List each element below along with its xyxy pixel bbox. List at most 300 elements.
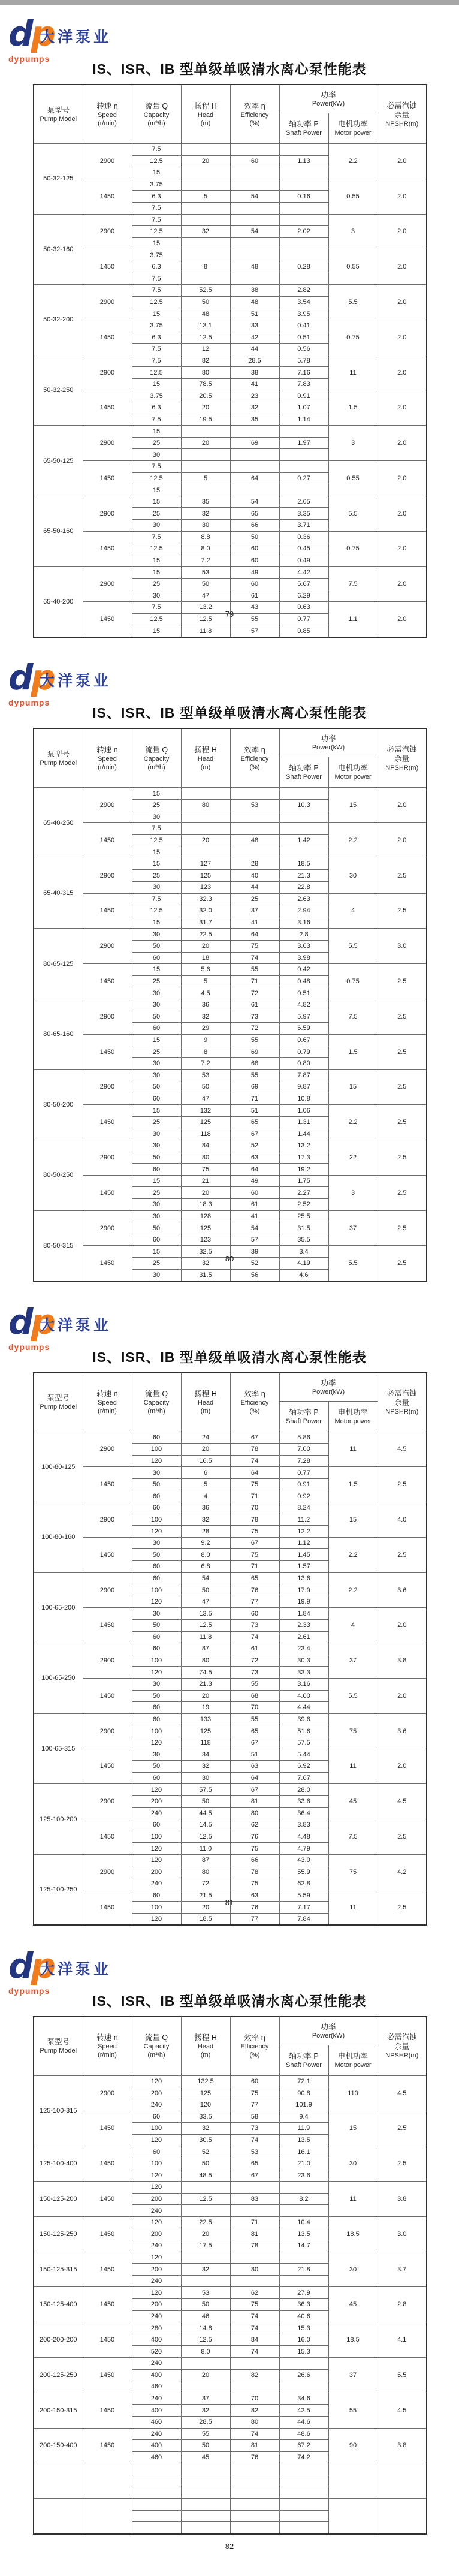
capacity-cell: 200 xyxy=(132,2228,181,2240)
header-en: Capacity xyxy=(143,755,170,763)
efficiency-cell xyxy=(230,237,279,249)
header-unit: (m³/h) xyxy=(147,1408,165,1415)
head-cell: 7.2 xyxy=(181,555,230,567)
head-cell xyxy=(181,2522,230,2534)
head-cell: 5 xyxy=(181,191,230,203)
capacity-cell: 100 xyxy=(132,1902,181,1914)
shaft-power-cell: 2.8 xyxy=(279,929,328,941)
shaft-power-cell xyxy=(279,144,328,156)
table-row xyxy=(34,2322,427,2334)
head-cell: 20 xyxy=(181,1902,230,1914)
shaft-power-cell: 35.5 xyxy=(279,1234,328,1246)
header-en: Efficiency xyxy=(240,111,269,119)
head-cell xyxy=(181,249,230,261)
pump-model-cell: 100-65-250 xyxy=(34,1643,83,1714)
shaft-power-cell xyxy=(279,2182,328,2194)
efficiency-cell: 69 xyxy=(230,1081,279,1093)
capacity-cell: 12.5 xyxy=(132,543,181,555)
efficiency-cell: 25 xyxy=(230,893,279,905)
head-cell: 20 xyxy=(181,940,230,952)
speed-cell: 1450 xyxy=(83,2322,132,2358)
head-cell: 52 xyxy=(181,2146,230,2158)
motor-power-cell: 0.75 xyxy=(328,531,378,567)
npsh-cell: 2.0 xyxy=(378,567,427,602)
efficiency-cell: 74 xyxy=(230,1631,279,1643)
efficiency-cell: 41 xyxy=(230,917,279,929)
efficiency-cell: 76 xyxy=(230,1831,279,1843)
shaft-power-cell: 0.63 xyxy=(279,602,328,614)
shaft-power-cell xyxy=(279,426,328,438)
npsh-cell: 2.5 xyxy=(378,858,427,893)
header-en: Speed xyxy=(98,2043,117,2051)
header-en: Motor power xyxy=(334,129,372,137)
efficiency-cell xyxy=(230,484,279,496)
col-header-head xyxy=(181,2017,230,2076)
head-cell: 12.5 xyxy=(181,1620,230,1632)
capacity-cell: 120 xyxy=(132,2287,181,2299)
head-cell xyxy=(181,202,230,214)
speed-cell: 1450 xyxy=(83,1537,132,1572)
table-row xyxy=(34,1749,427,1761)
shaft-power-cell: 0.41 xyxy=(279,320,328,332)
page-number: 79 xyxy=(225,610,234,619)
capacity-cell: 520 xyxy=(132,2346,181,2358)
header-cn: 功率 xyxy=(321,1378,336,1387)
head-cell: 13.5 xyxy=(181,1608,230,1620)
col-header-pump-model xyxy=(34,1373,83,1432)
shaft-power-cell: 15.3 xyxy=(279,2322,328,2334)
table-row xyxy=(34,1069,427,1081)
motor-power-cell: 1.5 xyxy=(328,1467,378,1502)
shaft-power-cell: 18.5 xyxy=(279,858,328,870)
shaft-power-cell: 1.06 xyxy=(279,1105,328,1117)
efficiency-cell: 49 xyxy=(230,1175,279,1187)
head-cell: 20 xyxy=(181,437,230,449)
head-cell: 118 xyxy=(181,1737,230,1749)
header-en: Power(kW) xyxy=(312,1388,345,1396)
head-cell: 35 xyxy=(181,496,230,508)
shaft-power-cell: 10.3 xyxy=(279,799,328,811)
shaft-power-cell: 0.80 xyxy=(279,1057,328,1069)
capacity-cell: 15 xyxy=(132,237,181,249)
head-cell: 32 xyxy=(181,1514,230,1526)
shaft-power-cell: 21.8 xyxy=(279,2264,328,2276)
efficiency-cell: 81 xyxy=(230,2228,279,2240)
shaft-power-cell xyxy=(279,788,328,800)
head-cell: 82 xyxy=(181,355,230,367)
table-row xyxy=(34,929,427,941)
capacity-cell: 120 xyxy=(132,1526,181,1538)
head-cell: 50 xyxy=(181,2440,230,2452)
shaft-power-cell: 5.86 xyxy=(279,1432,328,1444)
shaft-power-cell: 26.6 xyxy=(279,2369,328,2381)
motor-power-cell: 15 xyxy=(328,1502,378,1538)
efficiency-cell: 82 xyxy=(230,2369,279,2381)
head-cell: 125 xyxy=(181,1116,230,1128)
head-cell: 30 xyxy=(181,1772,230,1784)
brand-name-cn: 大洋泵业 xyxy=(40,29,112,46)
efficiency-cell: 55 xyxy=(230,1713,279,1725)
npsh-cell: 2.0 xyxy=(378,214,427,249)
shaft-power-cell xyxy=(279,167,328,179)
capacity-cell: 200 xyxy=(132,2264,181,2276)
head-cell: 14.8 xyxy=(181,2322,230,2334)
npsh-cell: 2.0 xyxy=(378,249,427,285)
pump-model-cell: 80-65-160 xyxy=(34,999,83,1069)
motor-power-cell: 15 xyxy=(328,788,378,823)
head-cell: 128 xyxy=(181,1210,230,1222)
speed-cell: 1450 xyxy=(83,1608,132,1643)
shaft-power-cell: 5.67 xyxy=(279,578,328,590)
efficiency-cell xyxy=(230,214,279,226)
shaft-power-cell: 36.4 xyxy=(279,1807,328,1819)
speed-cell: 1450 xyxy=(83,2111,132,2146)
motor-power-cell: 7.5 xyxy=(328,567,378,602)
npsh-cell: 4.5 xyxy=(378,1432,427,1467)
capacity-cell: 7.5 xyxy=(132,344,181,355)
shaft-power-cell xyxy=(279,2205,328,2217)
capacity-cell: 460 xyxy=(132,2451,181,2463)
table-row xyxy=(34,2111,427,2123)
npsh-cell: 2.0 xyxy=(378,1608,427,1643)
page-number: 80 xyxy=(225,1254,234,1263)
table-row xyxy=(34,2075,427,2087)
shaft-power-cell: 57.5 xyxy=(279,1737,328,1749)
table-row xyxy=(34,788,427,800)
efficiency-cell: 60 xyxy=(230,543,279,555)
npsh-cell: 2.5 xyxy=(378,1246,427,1281)
shaft-power-cell: 2.63 xyxy=(279,893,328,905)
capacity-cell: 7.5 xyxy=(132,202,181,214)
header-en: Pump Model xyxy=(40,759,77,767)
capacity-cell: 120 xyxy=(132,2170,181,2182)
shaft-power-cell: 5.78 xyxy=(279,355,328,367)
speed-cell: 1450 xyxy=(83,1246,132,1281)
header-unit: (m) xyxy=(200,2051,211,2059)
head-cell: 21.3 xyxy=(181,1678,230,1690)
motor-power-cell: 45 xyxy=(328,2287,378,2322)
shaft-power-cell: 13.2 xyxy=(279,1140,328,1152)
head-cell: 32 xyxy=(181,2405,230,2417)
head-cell: 48 xyxy=(181,308,230,320)
head-cell: 8 xyxy=(181,1046,230,1058)
header-row-1 xyxy=(34,85,427,113)
speed-cell: 1450 xyxy=(83,1105,132,1140)
efficiency-cell: 38 xyxy=(230,367,279,379)
motor-power-cell: 37 xyxy=(328,1210,378,1246)
capacity-cell: 100 xyxy=(132,1655,181,1667)
header-cn: 轴功率 P xyxy=(289,764,319,773)
capacity-cell: 280 xyxy=(132,2322,181,2334)
shaft-power-cell: 90.8 xyxy=(279,2087,328,2099)
npsh-cell: 2.5 xyxy=(378,1890,427,1925)
pump-model-cell: 50-32-200 xyxy=(34,285,83,355)
speed-cell: 2900 xyxy=(83,2075,132,2111)
speed-cell xyxy=(83,2463,132,2499)
efficiency-cell: 82 xyxy=(230,2405,279,2417)
capacity-cell: 30 xyxy=(132,1678,181,1690)
shaft-power-cell xyxy=(279,846,328,858)
head-cell: 5 xyxy=(181,975,230,987)
capacity-cell: 400 xyxy=(132,2369,181,2381)
header-en: Power(kW) xyxy=(312,744,345,752)
document-page xyxy=(0,644,459,1288)
header-cn: 轴功率 P xyxy=(289,1408,319,1417)
efficiency-cell: 81 xyxy=(230,2440,279,2452)
efficiency-cell xyxy=(230,823,279,835)
capacity-cell: 3.75 xyxy=(132,249,181,261)
efficiency-cell: 54 xyxy=(230,191,279,203)
table-row xyxy=(34,1502,427,1514)
npsh-cell: 4.5 xyxy=(378,2393,427,2428)
head-cell: 80 xyxy=(181,367,230,379)
shaft-power-cell: 3.16 xyxy=(279,917,328,929)
head-cell xyxy=(181,144,230,156)
shaft-power-cell: 4.19 xyxy=(279,1258,328,1270)
shaft-power-cell: 21.3 xyxy=(279,870,328,882)
header-cn: 电机功率 xyxy=(338,120,369,128)
motor-power-cell: 0.55 xyxy=(328,461,378,496)
header-cn: 泵型号 xyxy=(47,1394,70,1402)
header-unit: (%) xyxy=(249,1408,260,1415)
efficiency-cell: 28 xyxy=(230,858,279,870)
header-en: Pump Model xyxy=(40,2047,77,2055)
pump-model-cell: 65-40-250 xyxy=(34,788,83,858)
head-cell xyxy=(181,2381,230,2393)
capacity-cell: 30 xyxy=(132,987,181,999)
table-wrapper xyxy=(33,728,427,1282)
npsh-cell: 3.0 xyxy=(378,929,427,964)
capacity-cell: 6.3 xyxy=(132,191,181,203)
col-header-motor-power xyxy=(328,2045,378,2075)
head-cell: 133 xyxy=(181,1713,230,1725)
motor-power-cell: 22 xyxy=(328,1140,378,1176)
head-cell: 50 xyxy=(181,1081,230,1093)
efficiency-cell xyxy=(230,2381,279,2393)
efficiency-cell: 71 xyxy=(230,1490,279,1502)
shaft-power-cell: 3.54 xyxy=(279,296,328,308)
head-cell xyxy=(181,2510,230,2522)
npsh-cell: 2.0 xyxy=(378,531,427,567)
table-header xyxy=(34,1373,427,1432)
col-header-shaft-power xyxy=(279,1401,328,1432)
efficiency-cell xyxy=(230,2475,279,2487)
npsh-cell: 4.5 xyxy=(378,2075,427,2111)
motor-power-cell: 7.5 xyxy=(328,1819,378,1855)
head-cell: 20 xyxy=(181,2228,230,2240)
shaft-power-cell: 39.6 xyxy=(279,1713,328,1725)
motor-power-cell: 5.5 xyxy=(328,929,378,964)
capacity-cell: 30 xyxy=(132,449,181,461)
capacity-cell: 60 xyxy=(132,1502,181,1514)
motor-power-cell: 4 xyxy=(328,893,378,929)
shaft-power-cell: 16.0 xyxy=(279,2334,328,2346)
shaft-power-cell: 48.6 xyxy=(279,2428,328,2440)
shaft-power-cell: 7.83 xyxy=(279,378,328,390)
col-header-capacity xyxy=(132,2017,181,2076)
shaft-power-cell: 55.9 xyxy=(279,1866,328,1878)
header-en: Power(kW) xyxy=(312,2032,345,2039)
capacity-cell: 12.5 xyxy=(132,367,181,379)
capacity-cell: 120 xyxy=(132,1854,181,1866)
capacity-cell: 400 xyxy=(132,2334,181,2346)
head-cell: 21.5 xyxy=(181,1890,230,1902)
capacity-cell: 15 xyxy=(132,378,181,390)
header-cn: 电机功率 xyxy=(338,1408,369,1417)
page-title: IS、ISR、IB 型单级单吸清水离心泵性能表 xyxy=(92,1993,367,2009)
shaft-power-cell: 17.3 xyxy=(279,1152,328,1164)
shaft-power-cell: 1.13 xyxy=(279,155,328,167)
brand-logo xyxy=(8,657,128,708)
efficiency-cell: 51 xyxy=(230,1749,279,1761)
speed-cell: 1450 xyxy=(83,320,132,355)
speed-cell: 2900 xyxy=(83,567,132,602)
shaft-power-cell: 1.44 xyxy=(279,1128,328,1140)
speed-cell xyxy=(83,2499,132,2534)
motor-power-cell: 7.5 xyxy=(328,999,378,1034)
efficiency-cell xyxy=(230,2358,279,2370)
shaft-power-cell: 0.16 xyxy=(279,191,328,203)
capacity-cell: 50 xyxy=(132,1478,181,1490)
col-header-efficiency xyxy=(230,1373,279,1432)
motor-power-cell: 1.5 xyxy=(328,390,378,426)
capacity-cell: 60 xyxy=(132,1561,181,1573)
capacity-cell xyxy=(132,2463,181,2475)
header-cn: 必需汽蚀 xyxy=(386,101,417,110)
brand-name-cn: 大洋泵业 xyxy=(40,1960,112,1978)
head-cell xyxy=(181,2358,230,2370)
head-cell: 50 xyxy=(181,578,230,590)
shaft-power-cell: 4.44 xyxy=(279,1702,328,1714)
shaft-power-cell: 16.1 xyxy=(279,2146,328,2158)
npsh-cell: 4.2 xyxy=(378,1854,427,1890)
header-cn: 扬程 H xyxy=(194,101,217,110)
shaft-power-cell xyxy=(279,237,328,249)
header-en: Head xyxy=(197,2043,214,2051)
capacity-cell: 120 xyxy=(132,1913,181,1925)
header-unit: (m³/h) xyxy=(147,763,165,771)
head-cell: 13.2 xyxy=(181,602,230,614)
capacity-cell: 7.5 xyxy=(132,273,181,285)
head-cell: 30.5 xyxy=(181,2134,230,2146)
head-cell: 14.5 xyxy=(181,1819,230,1831)
head-cell xyxy=(181,2475,230,2487)
shaft-power-cell: 0.77 xyxy=(279,1467,328,1479)
page-title: IS、ISR、IB 型单级单吸清水离心泵性能表 xyxy=(92,61,367,77)
capacity-cell: 240 xyxy=(132,2099,181,2111)
capacity-cell: 15 xyxy=(132,917,181,929)
head-cell: 12.5 xyxy=(181,613,230,625)
capacity-cell: 15 xyxy=(132,496,181,508)
brand-logo-letter-d: d xyxy=(8,13,31,54)
head-cell: 47 xyxy=(181,590,230,602)
capacity-cell: 240 xyxy=(132,2310,181,2322)
header-cn: 余量 xyxy=(394,2042,410,2051)
shaft-power-cell: 2.94 xyxy=(279,905,328,917)
head-cell: 50 xyxy=(181,1584,230,1596)
shaft-power-cell: 23.6 xyxy=(279,2170,328,2182)
shaft-power-cell: 3.71 xyxy=(279,520,328,532)
npsh-cell: 3.8 xyxy=(378,1643,427,1679)
efficiency-cell: 67 xyxy=(230,1537,279,1549)
head-cell xyxy=(181,426,230,438)
head-cell: 32 xyxy=(181,1258,230,1270)
efficiency-cell: 60 xyxy=(230,1187,279,1199)
motor-power-cell: 5.5 xyxy=(328,1678,378,1713)
head-cell: 29 xyxy=(181,1023,230,1035)
efficiency-cell: 65 xyxy=(230,1116,279,1128)
header-en: Efficiency xyxy=(240,2043,269,2051)
motor-power-cell: 3 xyxy=(328,1175,378,1210)
efficiency-cell: 35 xyxy=(230,414,279,426)
capacity-cell: 15 xyxy=(132,1034,181,1046)
npsh-cell: 2.0 xyxy=(378,285,427,320)
head-cell: 87 xyxy=(181,1643,230,1655)
efficiency-cell xyxy=(230,2182,279,2194)
npsh-cell: 4.0 xyxy=(378,1502,427,1538)
brand-name-en: dypumps xyxy=(8,1986,50,1996)
shaft-power-cell: 13.5 xyxy=(279,2228,328,2240)
head-cell: 50 xyxy=(181,1795,230,1807)
speed-cell: 1450 xyxy=(83,249,132,285)
head-cell: 32.3 xyxy=(181,893,230,905)
col-header-efficiency xyxy=(230,85,279,144)
table-row xyxy=(34,355,427,367)
head-cell: 52.5 xyxy=(181,285,230,297)
shaft-power-cell: 40.6 xyxy=(279,2310,328,2322)
npsh-cell: 2.0 xyxy=(378,179,427,214)
efficiency-cell: 39 xyxy=(230,1246,279,1258)
shaft-power-cell xyxy=(279,2499,328,2511)
head-cell: 20 xyxy=(181,834,230,846)
header-en: NPSHR(m) xyxy=(385,764,419,772)
head-cell: 11.0 xyxy=(181,1843,230,1855)
shaft-power-cell: 19.2 xyxy=(279,1164,328,1176)
head-cell: 84 xyxy=(181,1140,230,1152)
capacity-cell: 120 xyxy=(132,1737,181,1749)
capacity-cell: 3.75 xyxy=(132,390,181,402)
brand-name-cn: 大洋泵业 xyxy=(40,1316,112,1334)
head-cell: 28.5 xyxy=(181,2416,230,2428)
npsh-cell: 3.8 xyxy=(378,2428,427,2463)
speed-cell: 1450 xyxy=(83,531,132,567)
head-cell: 32 xyxy=(181,226,230,238)
brand-name-en: dypumps xyxy=(8,1342,50,1352)
pump-model-cell: 50-32-160 xyxy=(34,214,83,285)
shaft-power-cell: 10.8 xyxy=(279,1093,328,1105)
efficiency-cell xyxy=(230,788,279,800)
shaft-power-cell: 33.3 xyxy=(279,1667,328,1679)
pump-model-cell: 150-125-250 xyxy=(34,2216,83,2252)
pump-model-cell: 80-50-200 xyxy=(34,1069,83,1140)
table-row xyxy=(34,1784,427,1796)
shaft-power-cell: 3.4 xyxy=(279,1246,328,1258)
capacity-cell: 30 xyxy=(132,1069,181,1081)
col-header-speed xyxy=(83,85,132,144)
header-cn: 必需汽蚀 xyxy=(386,745,417,754)
motor-power-cell: 37 xyxy=(328,1643,378,1679)
header-unit: (m) xyxy=(200,1408,211,1415)
efficiency-cell: 74 xyxy=(230,2322,279,2334)
table-row xyxy=(34,1678,427,1690)
efficiency-cell: 75 xyxy=(230,1549,279,1561)
shaft-power-cell: 31.5 xyxy=(279,1222,328,1234)
efficiency-cell: 65 xyxy=(230,1725,279,1737)
speed-cell: 1450 xyxy=(83,2287,132,2322)
head-cell: 32 xyxy=(181,1011,230,1023)
head-cell: 7.2 xyxy=(181,1057,230,1069)
head-cell: 32 xyxy=(181,2264,230,2276)
